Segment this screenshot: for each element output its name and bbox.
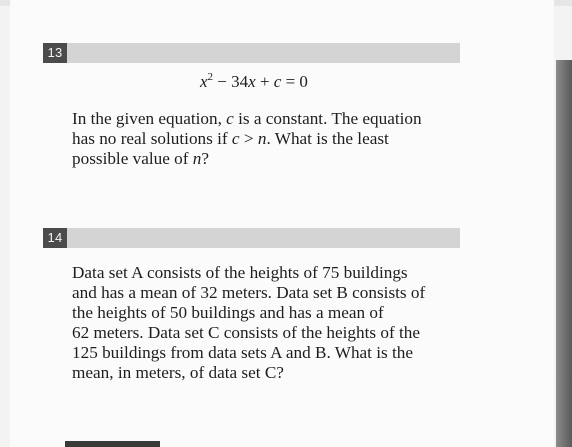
question-14-line-4: 62 meters. Data set C consists of the heights of the bbox=[72, 323, 420, 342]
text-run: possible value of bbox=[72, 149, 193, 168]
eq-equals-zero: = 0 bbox=[281, 72, 308, 91]
question-13-equation bbox=[200, 72, 308, 92]
question-13-line-1 bbox=[72, 109, 462, 129]
text-run: has no real solutions if bbox=[72, 129, 232, 148]
question-14-line-3: the heights of 50 buildings and has a mean of bbox=[72, 303, 384, 322]
question-13-text bbox=[72, 109, 462, 169]
text-run: is a constant. The equation bbox=[233, 109, 422, 128]
var-c: c bbox=[226, 109, 234, 128]
question-14-line-1: Data set A consists of the heights of 75 buildings bbox=[72, 263, 408, 282]
question-14-line-5: 125 buildings from data sets A and B. What is the bbox=[72, 343, 414, 362]
text-run: In the given equation, bbox=[72, 109, 227, 128]
question-14-header-bar bbox=[43, 228, 460, 248]
text-run: . What is the least bbox=[266, 129, 389, 148]
var-n: n bbox=[192, 149, 202, 168]
question-14-number: 14 bbox=[43, 228, 67, 248]
var-c: c bbox=[231, 129, 240, 148]
text-run: > bbox=[239, 129, 258, 148]
question-13-line-2 bbox=[72, 129, 462, 149]
question-13-number: 13 bbox=[43, 43, 67, 63]
bottom-edge bbox=[65, 441, 160, 447]
question-13-header-bar bbox=[43, 43, 460, 63]
eq-plus: + bbox=[255, 72, 274, 91]
eq-exponent: 2 bbox=[207, 71, 214, 83]
eq-var-x: x bbox=[200, 72, 208, 91]
question-14-text bbox=[72, 263, 462, 383]
var-n: n bbox=[257, 129, 267, 148]
page-shadow bbox=[556, 60, 572, 447]
eq-minus-term: − 34 bbox=[213, 72, 249, 91]
text-run: ? bbox=[201, 149, 210, 168]
eq-var-x-linear: x bbox=[248, 72, 256, 91]
question-14-line-6: mean, in meters, of data set C? bbox=[72, 363, 284, 382]
question-13-line-3 bbox=[72, 149, 462, 169]
eq-var-c: c bbox=[273, 72, 282, 91]
question-14-line-2: and has a mean of 32 meters. Data set B consists of bbox=[72, 283, 426, 302]
